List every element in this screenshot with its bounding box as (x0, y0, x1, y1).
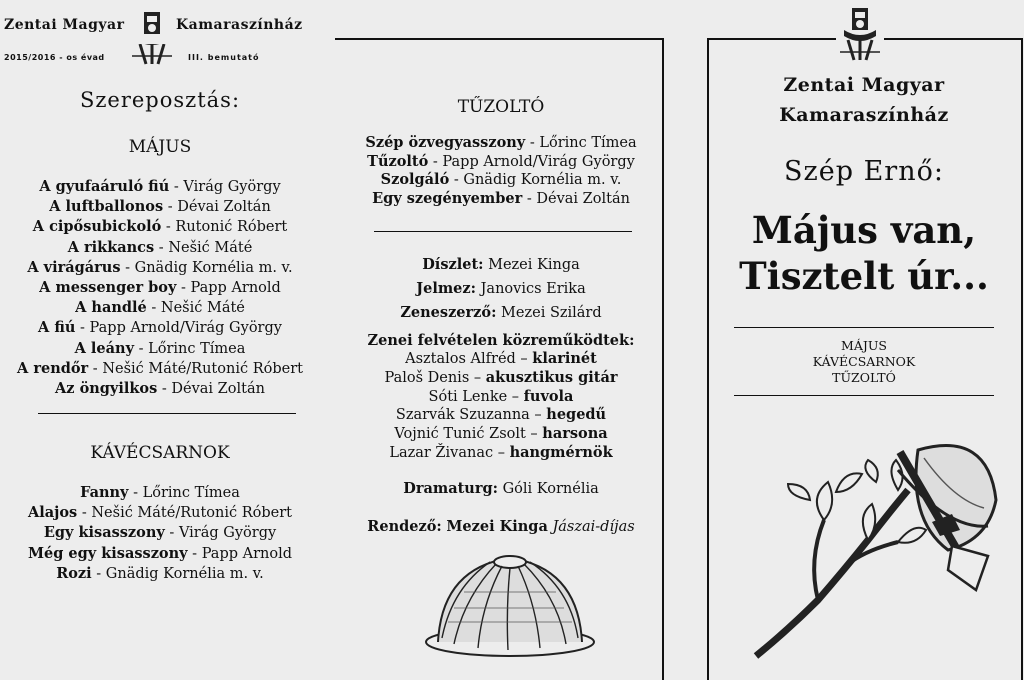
cast-role: Szép özvegyasszony (365, 134, 526, 151)
cover-part-majus: MÁJUS (841, 338, 887, 353)
cast-row: Még egy kisasszony - Papp Arnold (27, 544, 293, 562)
cast-role: Egy kisasszony (43, 524, 165, 542)
credit-label: Díszlet: (422, 256, 484, 273)
cast-row: Szolgáló - Gnädig Kornélia m. v. (380, 171, 622, 188)
cast-actor: Papp Arnold (201, 545, 293, 562)
cover-theatre-line1: Zentai Magyar (783, 74, 945, 96)
cast-row: Az öngyilkos - Dévai Zoltán (55, 380, 265, 398)
cast-actor: Gnädig Kornélia m. v. (134, 259, 293, 276)
credit-label: Jelmez: (416, 280, 476, 297)
cast-row: A leány - Lőrinc Tímea (74, 339, 246, 357)
cast-role: A virágárus (27, 258, 121, 276)
cast-role: Alajos (27, 504, 78, 522)
musician-instrument: klarinét (532, 350, 597, 367)
cast-row: Alajos - Nešić Máté/Rutonić Róbert (27, 504, 293, 522)
cover-title-line2: Tisztelt úr... (739, 254, 989, 298)
cast-role: Még egy kisasszony (27, 544, 188, 562)
cast-role: Az öngyilkos (55, 380, 158, 398)
cast-actor: Dévai Zoltán (536, 190, 630, 207)
credits-list (340, 253, 662, 325)
musician-instrument: hegedű (546, 406, 607, 424)
cast-actor: Dévai Zoltán (171, 381, 265, 398)
musician-row: Sóti Lenke – fuvola (428, 387, 574, 405)
musician-name: Sóti Lenke (428, 388, 508, 405)
musician-instrument: fuvola (523, 387, 574, 405)
musician-instrument: akusztikus gitár (485, 368, 618, 386)
cover-emblem-icon (838, 6, 882, 66)
cast-actor: Nešić Máté (168, 239, 253, 256)
cover-rule-top (734, 327, 994, 328)
cast-actor: Nešić Máté (160, 300, 245, 317)
cast-row: A handlé - Nešić Máté (75, 299, 245, 317)
header-season: 2015/2016 - os évad (4, 53, 105, 62)
cast-actor: Papp Arnold/Virág György (442, 153, 635, 170)
cake-illustration-icon (424, 548, 596, 662)
musician-instrument: harsona (542, 425, 608, 443)
cast-role: A luftballonos (49, 198, 164, 216)
cast-role: Tűzoltó (367, 152, 429, 170)
cast-actor: Dévai Zoltán (177, 199, 271, 216)
dramaturg-line: Dramaturg: Góli Kornélia (403, 480, 599, 497)
musician-row: Asztalos Alfréd – klarinét (405, 350, 597, 367)
cast-actor: Virág György (178, 525, 277, 542)
kavecsarnok-heading: KÁVÉCSARNOK (90, 443, 230, 463)
cover-theatre-line2: Kamaraszínház (779, 104, 949, 126)
cast-row: Fanny - Lőrinc Tímea (80, 484, 240, 501)
majus-cast-list (0, 177, 320, 399)
cast-row: A rendőr - Nešić Máté/Rutonić Róbert (17, 359, 303, 377)
cast-row: Egy kisasszony - Virág György (43, 524, 277, 542)
cast-row: Egy szegényember - Dévai Zoltán (372, 189, 630, 207)
credit-row (340, 301, 662, 325)
credit-name: Mezei Szilárd (501, 305, 602, 321)
cast-row: A luftballonos - Dévai Zoltán (49, 198, 271, 216)
credit-row (340, 253, 662, 277)
left-divider (38, 413, 296, 414)
music-heading: Zenei felvételen közreműködtek: (367, 332, 635, 349)
cast-row: A fiú - Papp Arnold/Virág György (38, 319, 282, 337)
middle-divider (374, 231, 632, 232)
musicians-list (340, 350, 662, 463)
musician-row: Paloš Denis – akusztikus gitár (384, 368, 618, 386)
cast-actor: Virág György (183, 179, 281, 195)
cast-role: A messenger boy (39, 279, 177, 297)
tuzolto-cast-list (340, 134, 662, 208)
cast-row: A gyufaáruló fiú - Virág György (39, 178, 281, 195)
cast-row: A virágárus - Gnädig Kornélia m. v. (27, 258, 293, 276)
cover-rule-bottom (734, 395, 994, 396)
cast-actor: Nešić Máté/Rutonić Róbert (102, 360, 303, 377)
cast-row: Tűzoltó - Papp Arnold/Virág György (367, 152, 635, 170)
musician-name: Asztalos Alfréd (405, 351, 516, 367)
cast-row: Szép özvegyasszony - Lőrinc Tímea (365, 134, 637, 151)
credit-name: Mezei Kinga (488, 257, 580, 273)
cast-actor: Rutonić Róbert (175, 219, 288, 236)
cover-part-tuzolto: TŰZOLTÓ (832, 370, 896, 385)
credit-row (340, 277, 662, 301)
cast-role: Fanny (80, 484, 129, 501)
musician-row: Vojnić Tunić Zsolt – harsona (394, 425, 608, 443)
frame-top-cover-left (0, 34, 335, 44)
cover-part-kavecsarnok: KÁVÉCSARNOK (812, 354, 916, 369)
cast-role: A gyufaáruló fiú (39, 178, 170, 195)
kavecsarnok-cast-list (0, 483, 320, 584)
musician-name: Szarvák Szuzanna (395, 407, 530, 424)
cast-role: A rendőr (17, 359, 89, 377)
cast-role: A leány (74, 339, 134, 357)
cast-role: A fiú (38, 319, 76, 337)
cast-role: A cipősubickoló (32, 218, 162, 236)
cast-role: Rozi (56, 564, 92, 582)
header-theatre-left: Zentai Magyar (4, 17, 125, 33)
cast-title: Szereposztás: (79, 88, 241, 112)
cast-actor: Lőrinc Tímea (142, 485, 240, 501)
director-line: Rendező: Mezei Kinga Jászai-díjas (367, 518, 635, 535)
musician-name: Lazar Živanac (389, 444, 494, 461)
cast-row: A rikkancs - Nešić Máté (67, 238, 253, 256)
header-premiere: III. bemutató (188, 53, 260, 62)
musician-name: Paloš Denis (384, 369, 470, 386)
cast-actor: Lőrinc Tímea (539, 135, 637, 151)
musician-row: Lazar Živanac – hangmérnök (389, 443, 613, 461)
cast-role: A handlé (75, 299, 147, 317)
cast-actor: Gnädig Kornélia m. v. (105, 565, 264, 582)
cover-author: Szép Ernő: (784, 156, 944, 187)
cast-row: A messenger boy - Papp Arnold (39, 279, 281, 297)
cast-row: Rozi - Gnädig Kornélia m. v. (56, 564, 264, 582)
credit-name: Janovics Erika (480, 281, 586, 297)
cast-actor: Nešić Máté/Rutonić Róbert (91, 505, 293, 522)
musician-instrument: hangmérnök (509, 443, 613, 461)
musician-name: Vojnić Tunić Zsolt (394, 426, 526, 443)
cast-role: Szolgáló (380, 171, 450, 188)
cast-row: A cipősubickoló - Rutonić Róbert (32, 218, 288, 236)
cast-actor: Papp Arnold (190, 280, 281, 297)
majus-heading: MÁJUS (128, 137, 192, 157)
cast-actor: Gnädig Kornélia m. v. (463, 172, 622, 188)
cover-title-line1: Május van, (751, 208, 977, 252)
tuzolto-heading: TŰZOLTÓ (457, 97, 545, 117)
cast-actor: Lőrinc Tímea (148, 340, 246, 357)
credit-label: Zeneszerző: (400, 304, 497, 321)
musician-row: Szarvák Szuzanna – hegedű (395, 406, 607, 424)
header-theatre-right: Kamaraszínház (176, 17, 303, 33)
cast-actor: Papp Arnold/Virág György (89, 320, 282, 337)
cast-role: A rikkancs (67, 238, 155, 256)
cast-role: Egy szegényember (372, 189, 523, 207)
helmet-branch-illustration-icon (748, 430, 1008, 666)
